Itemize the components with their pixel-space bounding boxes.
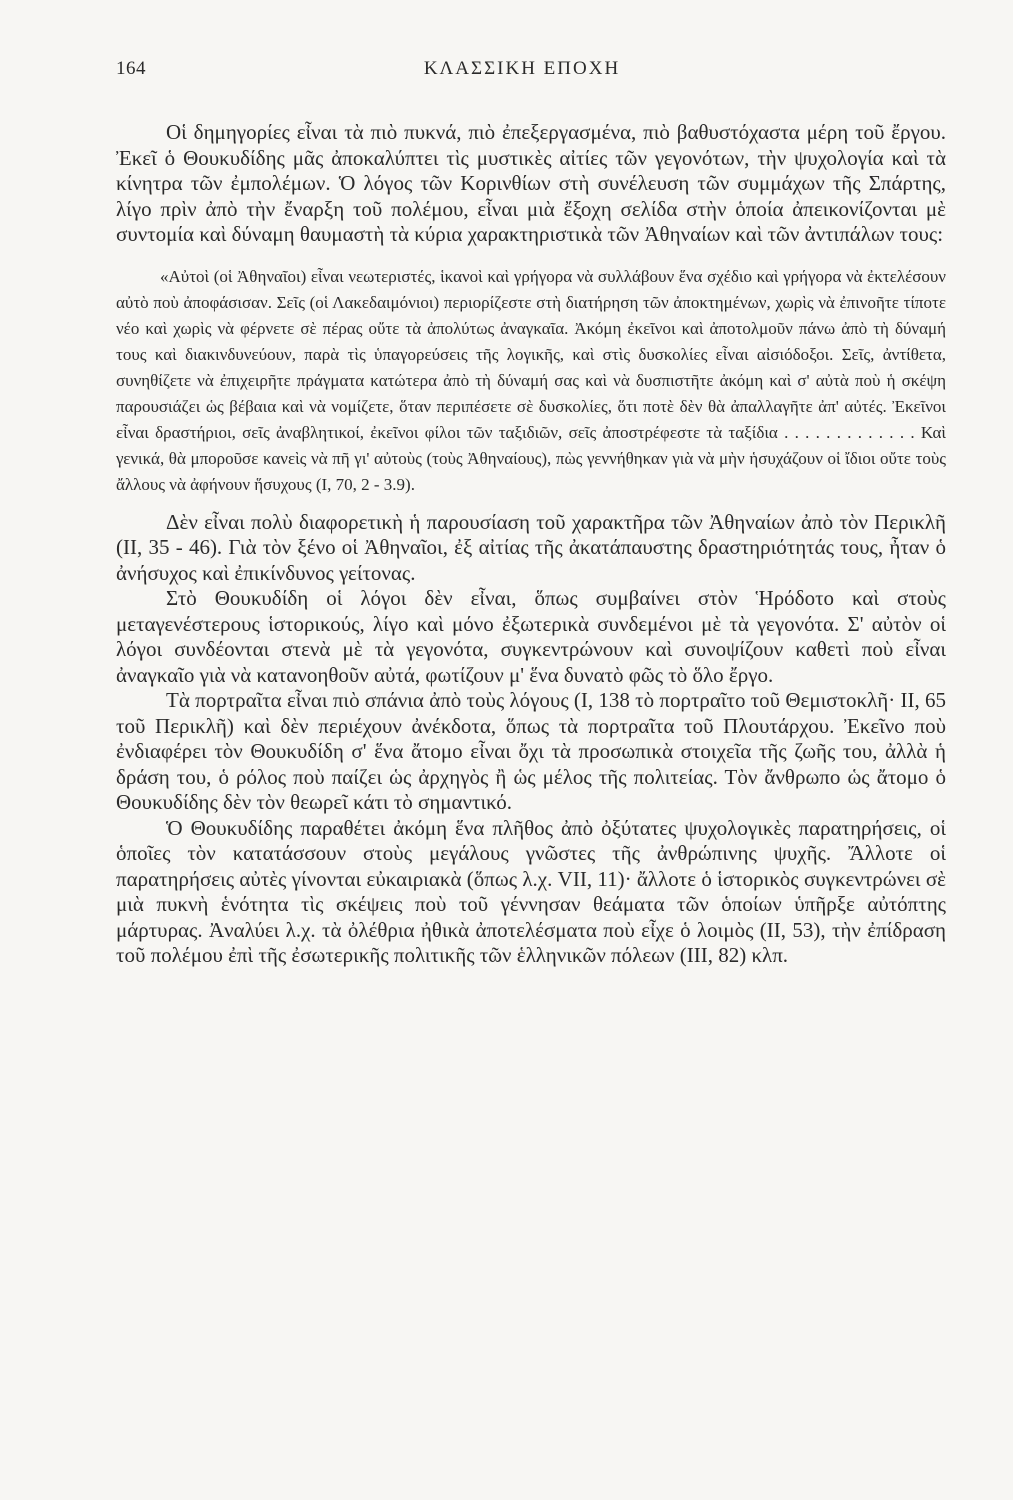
paragraph-speeches: Οἱ δημηγορίες εἶναι τὰ πιὸ πυκνά, πιὸ ἐπεξεργασμένα, πιὸ βαθυστόχαστα μέρη τοῦ ἔργου. Ἐκεῖ ὁ Θουκυδίδης μᾶς ἀποκαλύπτει τὶς μυστικὲς αἰτίες τῶν γεγονότων, τὴν ψυχολογία καὶ τὰ κίνητρα τῶν ἐμπολέμων. Ὁ λόγος τῶν Κορινθίων στὴ συνέλευση τῶν συμμάχων τῆς Σπάρτης, λίγο πρὶν ἀπὸ τὴν ἔναρξη τοῦ πολέμου, εἶναι μιὰ ἔξοχη σελίδα στὴν ὁποία ἀπεικονίζονται μὲ συντομία καὶ δύναμη θαυμαστὴ τὰ κύρια χαρακτηριστικὰ τῶν Ἀθηναίων καὶ τῶν ἀντιπάλων τους:	[116, 120, 946, 246]
paragraph-pericles: Δὲν εἶναι πολὺ διαφορετικὴ ἡ παρουσίαση τοῦ χαρακτῆρα τῶν Ἀθηναίων ἀπὸ τὸν Περικλῆ (ΙΙ, 35 - 46). Γιὰ τὸν ξένο οἱ Ἀθηναῖοι, ἐξ αἰτίας τῆς ἀκατάπαυστης δραστηριότητάς τους, ἦταν ὁ ἀνήσυχος καὶ ἐπικίνδυνος γείτονας.	[116, 509, 946, 585]
block-quote-corinthians: «Αὐτοὶ (οἱ Ἀθηναῖοι) εἶναι νεωτεριστές, ἱκανοὶ καὶ γρήγορα νὰ συλλάβουν ἕνα σχέδιο καὶ γρήγορα νὰ ἐκτελέσουν αὐτὸ ποὺ ἀποφάσισαν. Σεῖς (οἱ Λακεδαιμόνιοι) περιορίζεστε στὴ διατήρηση τῶν ἀποκτημένων, χωρὶς νὰ ἐπινοῆτε τίποτε νέο καὶ χωρὶς νὰ φέρνετε σὲ πέρας οὔτε τὰ ἀπολύτως ἀναγκαῖα. Ἀκόμη ἐκεῖνοι καὶ ἀποτολμοῦν πάνω ἀπὸ τὴ δύναμή τους καὶ διακινδυνεύουν, παρὰ τὶς ὑπαγορεύσεις τῆς λογικῆς, καὶ στὶς δυσκολίες εἶναι αἰσιόδοξοι. Σεῖς, ἀντίθετα, συνηθίζετε νὰ ἐπιχειρῆτε πράγματα κατώτερα ἀπὸ τὴ δύναμή σας καὶ νὰ δυσπιστῆτε ἀκόμη καὶ σ' αὐτὰ ποὺ ἡ σκέψη παρουσιάζει ὡς βέβαια καὶ νὰ νομίζετε, ὅταν περιπέσετε σὲ δυσκολίες, ὅτι ποτὲ δὲν θὰ ἀπαλλαγῆτε ἀπ' αὐτές. Ἐκεῖνοι εἶναι δραστήριοι, σεῖς ἀναβλητικοί, ἐκεῖνοι φίλοι τῶν ταξιδιῶν, σεῖς ἀποστρέφεστε τὰ ταξίδια . . . . . . . . . . . . . Καὶ γενικά, θὰ μποροῦσε κανεὶς νὰ πῆ γι' αὐτοὺς (τοὺς Ἀθηναίους), πὼς γεννήθηκαν γιὰ νὰ μὴν ἡσυχάζουν οἱ ἴδιοι οὔτε τοὺς ἄλλους νὰ ἀφήνουν ἥσυχους (Ι, 70, 2 - 3.9).	[116, 266, 946, 494]
body-text	[116, 120, 946, 969]
paragraph-portraits: Τὰ πορτραῖτα εἶναι πιὸ σπάνια ἀπὸ τοὺς λόγους (Ι, 138 τὸ πορτραῖτο τοῦ Θεμιστοκλῆ· ΙΙ, 65 τοῦ Περικλῆ) καὶ δὲν περιέχουν ἀνέκδοτα, ὅπως τὰ πορτραῖτα τοῦ Πλουτάρχου. Ἐκεῖνο ποὺ ἐνδιαφέρει τὸν Θουκυδίδη σ' ἕνα ἄτομο εἶναι ὄχι τὰ προσωπικὰ στοιχεῖα τῆς ζωῆς του, ἀλλὰ ἡ δράση του, ὁ ρόλος ποὺ παίζει ὡς ἀρχηγὸς ἢ ὡς μέλος τῆς πολιτείας. Τὸν ἄνθρωπο ὡς ἄτομο ὁ Θουκυδίδης δὲν τὸν θεωρεῖ κάτι τὸ σημαντικό.	[116, 688, 946, 814]
paragraph-psychology: Ὁ Θουκυδίδης παραθέτει ἀκόμη ἕνα πλῆθος ἀπὸ ὀξύτατες ψυχολογικὲς παρατηρήσεις, οἱ ὁποῖες τὸν κατατάσσουν στοὺς μεγάλους γνῶστες τῆς ἀνθρώπινης ψυχῆς. Ἄλλοτε οἱ παρατηρήσεις αὐτὲς γίνονται εὐκαιριακὰ (ὅπως λ.χ. VII, 11)· ἄλλοτε ὁ ἱστορικὸς συγκεντρώνει σὲ μιὰ πυκνὴ ἑνότητα τὶς σκέψεις ποὺ τοῦ γέννησαν θεάματα τῶν ὁποίων ὑπῆρξε αὐτόπτης μάρτυρας. Ἀναλύει λ.χ. τὰ ὀλέθρια ἠθικὰ ἀποτελέσματα ποὺ εἶχε ὁ λοιμὸς (ΙΙ, 53), τὴν ἐπίδραση τοῦ πολέμου ἐπὶ τῆς ἐσωτερικῆς πολιτικῆς τῶν ἑλληνικῶν πόλεων (ΙΙΙ, 82) κλπ.	[116, 815, 946, 967]
running-title: ΚΛΑΣΣΙΚΗ ΕΠΟΧΗ	[423, 58, 621, 79]
page-number: 164	[116, 58, 146, 79]
paragraph-speeches-events: Στὸ Θουκυδίδη οἱ λόγοι δὲν εἶναι, ὅπως συμβαίνει στὸν Ἡρόδοτο καὶ στοὺς μεταγενέστερους ἱστορικούς, λίγο καὶ μόνο ἐξωτερικὰ συνδεμένοι μὲ τὰ γεγονότα. Σ' αὐτὸν οἱ λόγοι συνδέονται στενὰ μὲ τὰ γεγονότα, συγκεντρώνουν καὶ συνοψίζουν καθετὶ ποὺ εἶναι ἀναγκαῖο γιὰ νὰ κατανοηθοῦν αὐτά, φωτίζουν μ' ἕνα δυνατὸ φῶς τὸ ὅλο ἔργο.	[116, 586, 946, 687]
running-header	[116, 58, 928, 88]
